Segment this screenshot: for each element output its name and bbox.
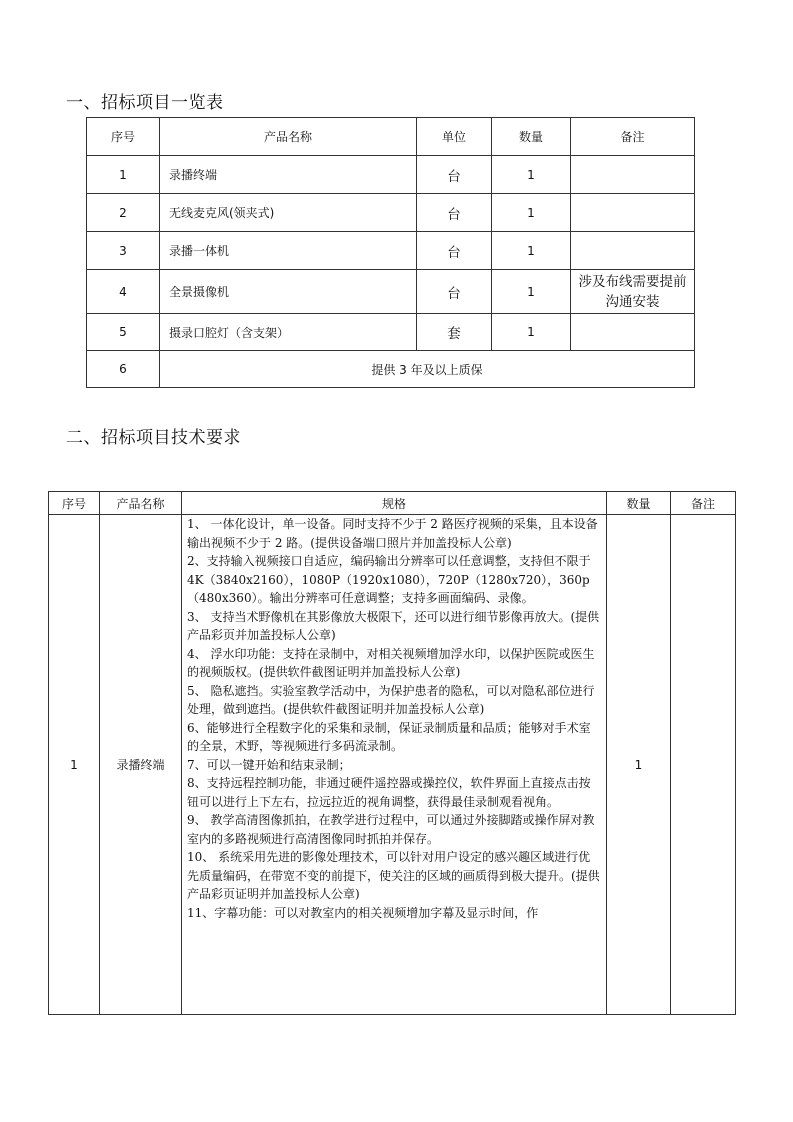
row-no: 5 (87, 314, 160, 351)
spec-item: 1、 一体化设计，单一设备。同时支持不少于 2 路医疗视频的采集，且本设备输出视频不少于 2 路。(提供设备端口照片并加盖投标人公章) (187, 517, 598, 550)
row-specification (182, 515, 607, 1015)
spec-item: 8、支持远程控制功能，非通过硬件遥控器或操控仪，软件界面上直接点击按钮可以进行上下左右，拉远拉近的视角调整，获得最佳录制观看视角。 (187, 776, 591, 809)
row-quantity: 1 (492, 194, 571, 232)
header-no: 序号 (87, 118, 160, 156)
row-unit: 台 (417, 270, 492, 314)
row-unit: 台 (417, 194, 492, 232)
table-row (87, 156, 695, 194)
row-no: 1 (87, 156, 160, 194)
row-no: 1 (49, 515, 100, 1015)
table-row (87, 270, 695, 314)
table-header-row (49, 492, 736, 515)
row-product-name: 无线麦克风(领夹式) (160, 194, 417, 232)
row-quantity: 1 (492, 156, 571, 194)
row-no: 3 (87, 232, 160, 270)
spec-item: 5、 隐私遮挡。实验室教学活动中，为保护患者的隐私，可以对隐私部位进行处理，做到遮挡。(提供软件截图证明并加盖投标人公章) (187, 683, 595, 716)
table-row (87, 194, 695, 232)
row-product-name: 录播终端 (100, 515, 182, 1015)
row-no: 2 (87, 194, 160, 232)
row-no: 4 (87, 270, 160, 314)
spec-item: 7、可以一键开始和结束录制； (187, 757, 351, 772)
row-product-name: 摄录口腔灯（含支架） (160, 314, 417, 351)
row-product-name: 全景摄像机 (160, 270, 417, 314)
row-quantity: 1 (492, 232, 571, 270)
table-row (49, 515, 736, 1015)
header-quantity: 数量 (492, 118, 571, 156)
row-quantity: 1 (492, 314, 571, 351)
warranty-row (87, 351, 695, 388)
row-remarks (571, 232, 695, 270)
row-product-name: 录播一体机 (160, 232, 417, 270)
spec-item: 11、字幕功能：可以对教室内的相关视频增加字幕及显示时间，作 (187, 905, 539, 920)
row-quantity: 1 (492, 270, 571, 314)
spec-item: 3、 支持当术野像机在其影像放大极限下，还可以进行细节影像再放大。(提供产品彩页并加盖投标人公章) (187, 609, 600, 642)
spec-item: 9、 教学高清图像抓拍，在教学进行过程中，可以通过外接脚踏或操作屏对教室内的多路视频进行高清图像同时抓拍并保存。 (187, 813, 595, 846)
row-remarks (571, 194, 695, 232)
header-specification: 规格 (182, 492, 607, 515)
row-unit: 台 (417, 156, 492, 194)
spec-item: 2、支持输入视频接口自适应，编码输出分辨率可以任意调整，支持但不限于 4K（3840x2160），1080P（1920x1080），720P（1280x720），360p（480x360）。输出分辨率可任意调整；支持多画面编码、录像。 (187, 554, 591, 605)
row-product-name: 录播终端 (160, 156, 417, 194)
header-unit: 单位 (417, 118, 492, 156)
table-header-row (87, 118, 695, 156)
spec-item: 4、 浮水印功能：支持在录制中，对相关视频增加浮水印，以保护医院或医生的视频版权。(提供软件截图证明并加盖投标人公章) (187, 646, 595, 679)
row-no: 6 (87, 351, 160, 388)
warranty-text: 提供 3 年及以上质保 (160, 351, 695, 388)
tech-requirements-table (48, 491, 736, 1015)
table-row (87, 314, 695, 351)
row-remarks (571, 156, 695, 194)
row-remarks (671, 515, 736, 1015)
header-remarks: 备注 (571, 118, 695, 156)
bid-items-table (86, 117, 695, 388)
header-quantity: 数量 (607, 492, 671, 515)
header-product-name: 产品名称 (160, 118, 417, 156)
spec-item: 10、 系统采用先进的影像处理技术，可以针对用户设定的感兴趣区域进行优先质量编码，在带宽不变的前提下，使关注的区域的画质得到极大提升。(提供产品彩页证明并加盖投标人公章) (187, 850, 600, 901)
row-unit: 台 (417, 232, 492, 270)
section-2-title: 二、招标项目技术要求 (66, 428, 241, 448)
row-remarks: 涉及布线需要提前沟通安装 (571, 270, 695, 314)
section-1-title: 一、招标项目一览表 (66, 93, 224, 113)
row-unit: 套 (417, 314, 492, 351)
row-quantity: 1 (607, 515, 671, 1015)
row-remarks (571, 314, 695, 351)
header-remarks: 备注 (671, 492, 736, 515)
header-product-name: 产品名称 (100, 492, 182, 515)
header-no: 序号 (49, 492, 100, 515)
spec-item: 6、能够进行全程数字化的采集和录制，保证录制质量和品质；能够对手术室的全景，术野，等视频进行多码流录制。 (187, 720, 591, 753)
table-row (87, 232, 695, 270)
